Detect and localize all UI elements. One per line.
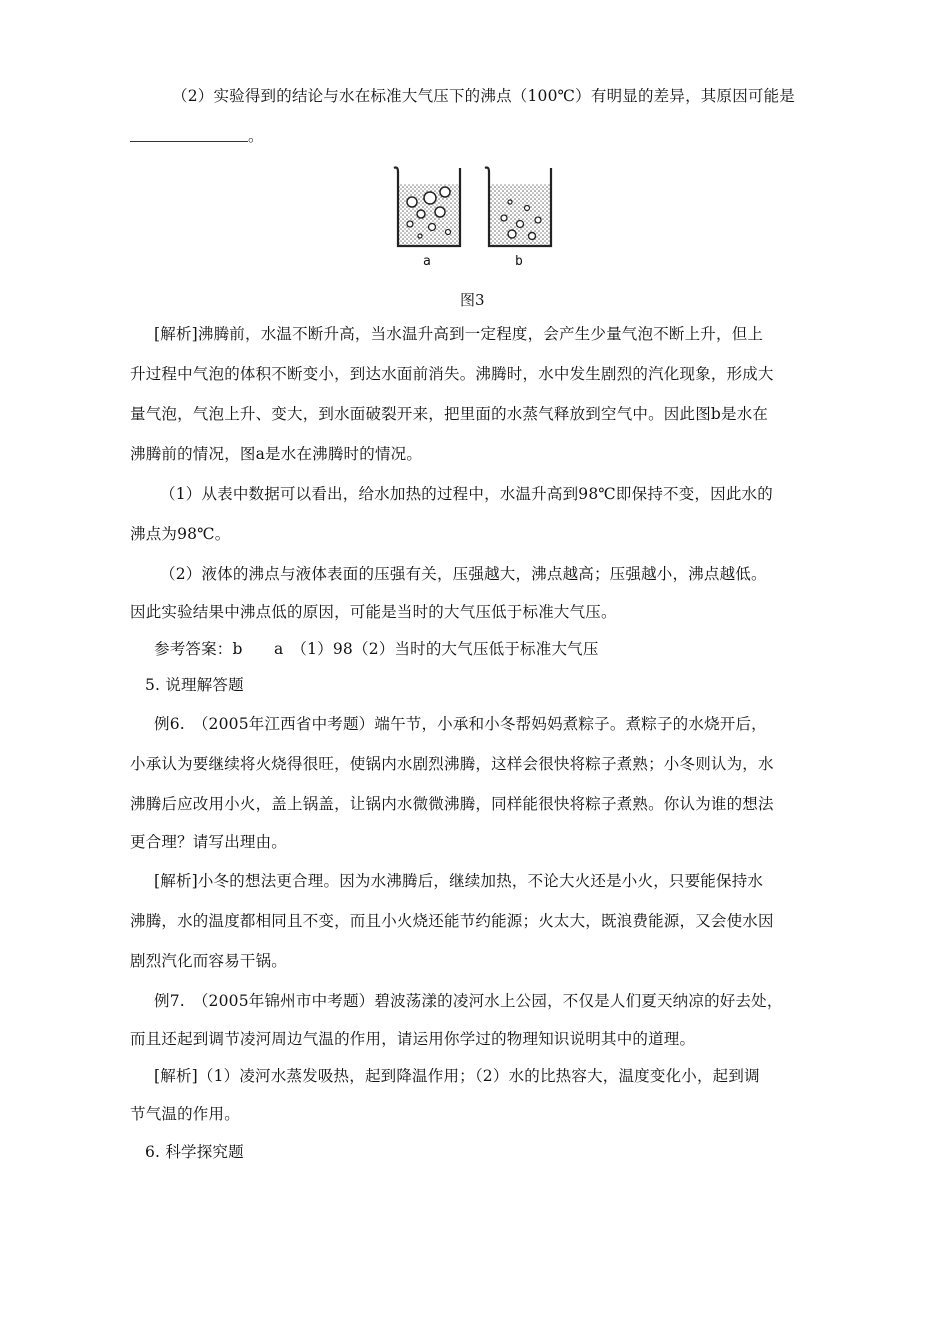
bubble xyxy=(418,234,422,238)
bubble xyxy=(407,197,417,207)
analysis-1-part-1-line-2: 沸点为98℃。 xyxy=(130,525,231,543)
question-2-text: （2）实验得到的结论与水在标准大气压下的沸点（100℃）有明显的差异，其原因可能是 xyxy=(172,87,795,105)
example-6-line-2: 小承认为要继续将火烧得很旺，使锅内水剧烈沸腾，这样会很快将粽子煮熟；小冬则认为，水 xyxy=(130,755,774,773)
analysis-1-part-2-line-1: （2）液体的沸点与液体表面的压强有关，压强越大，沸点越高；压强越小，沸点越低。 xyxy=(160,565,767,583)
analysis-1-line-2: 升过程中气泡的体积不断变小，到达水面前消失。沸腾时，水中发生剧烈的汽化现象，形成大 xyxy=(130,365,774,383)
bubble xyxy=(517,221,524,228)
analysis-7-line-2: 节气温的作用。 xyxy=(130,1105,240,1123)
beaker-diagram xyxy=(390,162,560,272)
blank-period: 。 xyxy=(248,127,264,145)
beaker-figure xyxy=(390,162,560,272)
bubble xyxy=(407,221,413,227)
example-7-line-2: 而且还起到调节凌河周边气温的作用，请运用你学过的物理知识说明其中的道理。 xyxy=(130,1030,696,1048)
example-6-line-1: 例6. （2005年江西省中考题）端午节，小承和小冬帮妈妈煮粽子。煮粽子的水烧开后， xyxy=(154,715,767,733)
example-6-line-4: 更合理？请写出理由。 xyxy=(130,833,288,851)
analysis-1-line-1: [解析]沸腾前，水温不断升高，当水温升高到一定程度，会产生少量气泡不断上升，但上 xyxy=(154,325,764,343)
section-6-heading: 6. 科学探究题 xyxy=(145,1143,244,1161)
bubble xyxy=(429,224,436,231)
bubble xyxy=(525,206,530,211)
analysis-1-part-2-line-2: 因此实验结果中沸点低的原因，可能是当时的大气压低于标准大气压。 xyxy=(130,603,617,621)
bubble xyxy=(529,233,536,240)
reference-answer: 参考答案：b a （1）98（2）当时的大气压低于标准大气压 xyxy=(154,640,599,658)
bubble xyxy=(501,215,507,221)
bubble xyxy=(508,230,516,238)
bubble xyxy=(508,200,512,204)
beaker-a xyxy=(394,168,460,247)
analysis-6-line-1: [解析]小冬的想法更合理。因为水沸腾后，继续加热，不论大火还是小火，只要能保持水 xyxy=(154,872,764,890)
beaker-a-label: a xyxy=(423,254,431,269)
bubble xyxy=(424,192,436,204)
example-7-line-1: 例7. （2005年锦州市中考题）碧波荡漾的凌河水上公园，不仅是人们夏天纳凉的好去处， xyxy=(154,992,783,1010)
answer-blank xyxy=(130,140,248,142)
beaker-b xyxy=(485,168,551,247)
bubble xyxy=(535,217,541,223)
bubble xyxy=(417,210,425,218)
beaker-b-label: b xyxy=(515,254,523,269)
bubble xyxy=(435,207,445,217)
analysis-1-line-4: 沸腾前的情况，图a是水在沸腾时的情况。 xyxy=(130,445,423,463)
example-6-line-3: 沸腾后应改用小火，盖上锅盖，让锅内水微微沸腾，同样能很快将粽子煮熟。你认为谁的想法 xyxy=(130,795,774,813)
section-5-heading: 5. 说理解答题 xyxy=(145,676,244,694)
analysis-7-line-1: [解析]（1）凌河水蒸发吸热，起到降温作用；（2）水的比热容大，温度变化小，起到调 xyxy=(154,1067,760,1085)
bubble xyxy=(446,230,451,235)
analysis-1-part-1-line-1: （1）从表中数据可以看出，给水加热的过程中，水温升高到98℃即保持不变，因此水的 xyxy=(160,485,773,503)
bubble xyxy=(440,187,450,197)
analysis-6-line-3: 剧烈汽化而容易干锅。 xyxy=(130,952,288,970)
analysis-1-line-3: 量气泡，气泡上升、变大，到水面破裂开来，把里面的水蒸气释放到空气中。因此图b是水在 xyxy=(130,405,769,423)
analysis-6-line-2: 沸腾，水的温度都相同且不变，而且小火烧还能节约能源；火太大，既浪费能源，又会使水因 xyxy=(130,912,774,930)
figure-caption: 图3 xyxy=(460,291,485,309)
